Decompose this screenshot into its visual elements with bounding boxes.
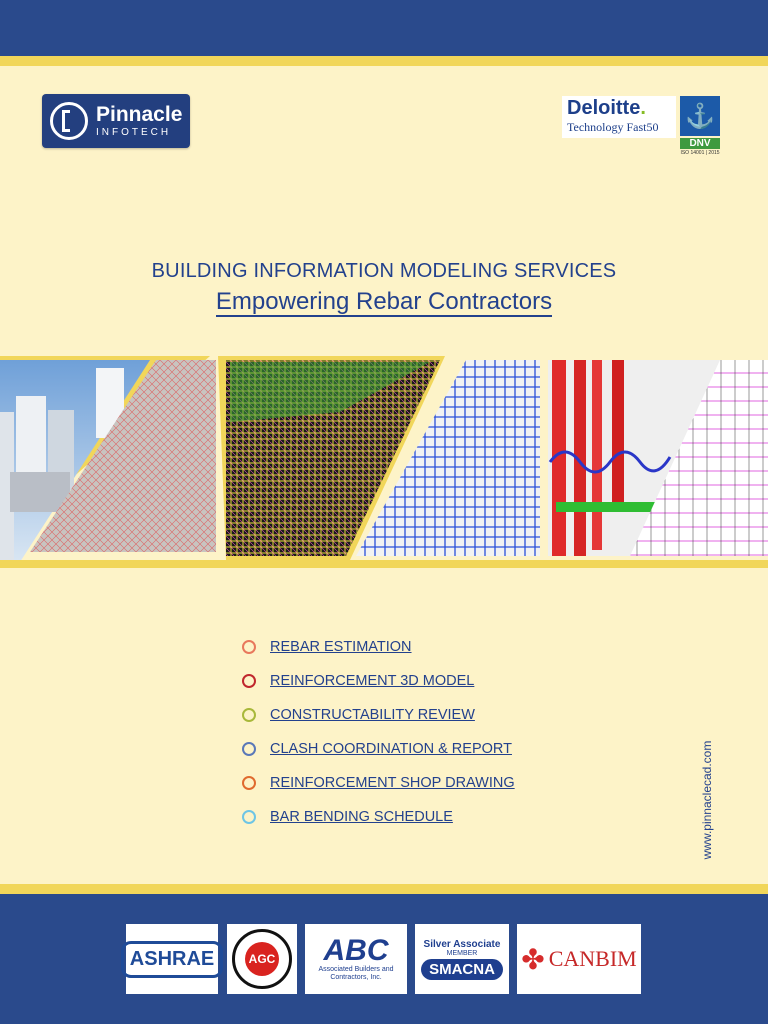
website-link[interactable]: www.pinnaclecad.com bbox=[700, 740, 714, 860]
deloitte-dot: . bbox=[640, 97, 646, 119]
service-link[interactable]: CONSTRUCTABILITY REVIEW bbox=[270, 707, 475, 723]
list-item[interactable] bbox=[242, 698, 515, 732]
abc-logo: ABC Associated Builders and Contractors, Inc. bbox=[305, 924, 407, 994]
list-item[interactable] bbox=[242, 630, 515, 664]
list-item[interactable] bbox=[242, 766, 515, 800]
service-link[interactable]: CLASH COORDINATION & REPORT bbox=[270, 741, 512, 757]
service-link[interactable]: BAR BENDING SCHEDULE bbox=[270, 809, 453, 825]
circle-bullet-icon bbox=[242, 674, 256, 688]
dnv-label: DNV bbox=[680, 138, 720, 149]
ashrae-logo: ASHRAE bbox=[126, 924, 218, 994]
list-item[interactable] bbox=[242, 732, 515, 766]
agc-logo: AGC bbox=[227, 924, 297, 994]
service-link[interactable]: REINFORCEMENT 3D MODEL bbox=[270, 673, 475, 689]
anchor-icon: ⚓ bbox=[680, 96, 720, 136]
circle-bullet-icon bbox=[242, 640, 256, 654]
dnv-logo bbox=[680, 96, 720, 162]
heading-services: BUILDING INFORMATION MODELING SERVICES bbox=[151, 260, 617, 282]
service-link[interactable]: REINFORCEMENT SHOP DRAWING bbox=[270, 775, 515, 791]
smacna-logo: Silver Associate MEMBER SMACNA bbox=[415, 924, 509, 994]
circle-bullet-icon bbox=[242, 776, 256, 790]
top-band bbox=[0, 0, 768, 66]
image-strip bbox=[0, 352, 768, 570]
deloitte-logo bbox=[562, 96, 676, 138]
pinnacle-name: Pinnacle bbox=[96, 103, 183, 126]
pinnacle-subtitle: INFOTECH bbox=[96, 127, 172, 138]
iso-label: ISO 14001 | 2015 bbox=[680, 150, 720, 156]
pinnacle-logo bbox=[42, 94, 190, 148]
circle-bullet-icon bbox=[242, 810, 256, 824]
service-link[interactable]: REBAR ESTIMATION bbox=[270, 639, 412, 655]
deloitte-subtitle: Technology Fast50 bbox=[567, 120, 659, 134]
pinnacle-mark-icon bbox=[50, 102, 88, 140]
canbim-logo: ✤ CANBIM bbox=[517, 924, 641, 994]
circle-bullet-icon bbox=[242, 742, 256, 756]
services-list bbox=[242, 630, 515, 834]
deloitte-name: Deloitte bbox=[567, 97, 641, 119]
maple-leaf-icon: ✤ bbox=[521, 943, 545, 975]
list-item[interactable] bbox=[242, 664, 515, 698]
list-item[interactable] bbox=[242, 800, 515, 834]
circle-bullet-icon bbox=[242, 708, 256, 722]
heading-tagline: Empowering Rebar Contractors bbox=[215, 288, 553, 315]
